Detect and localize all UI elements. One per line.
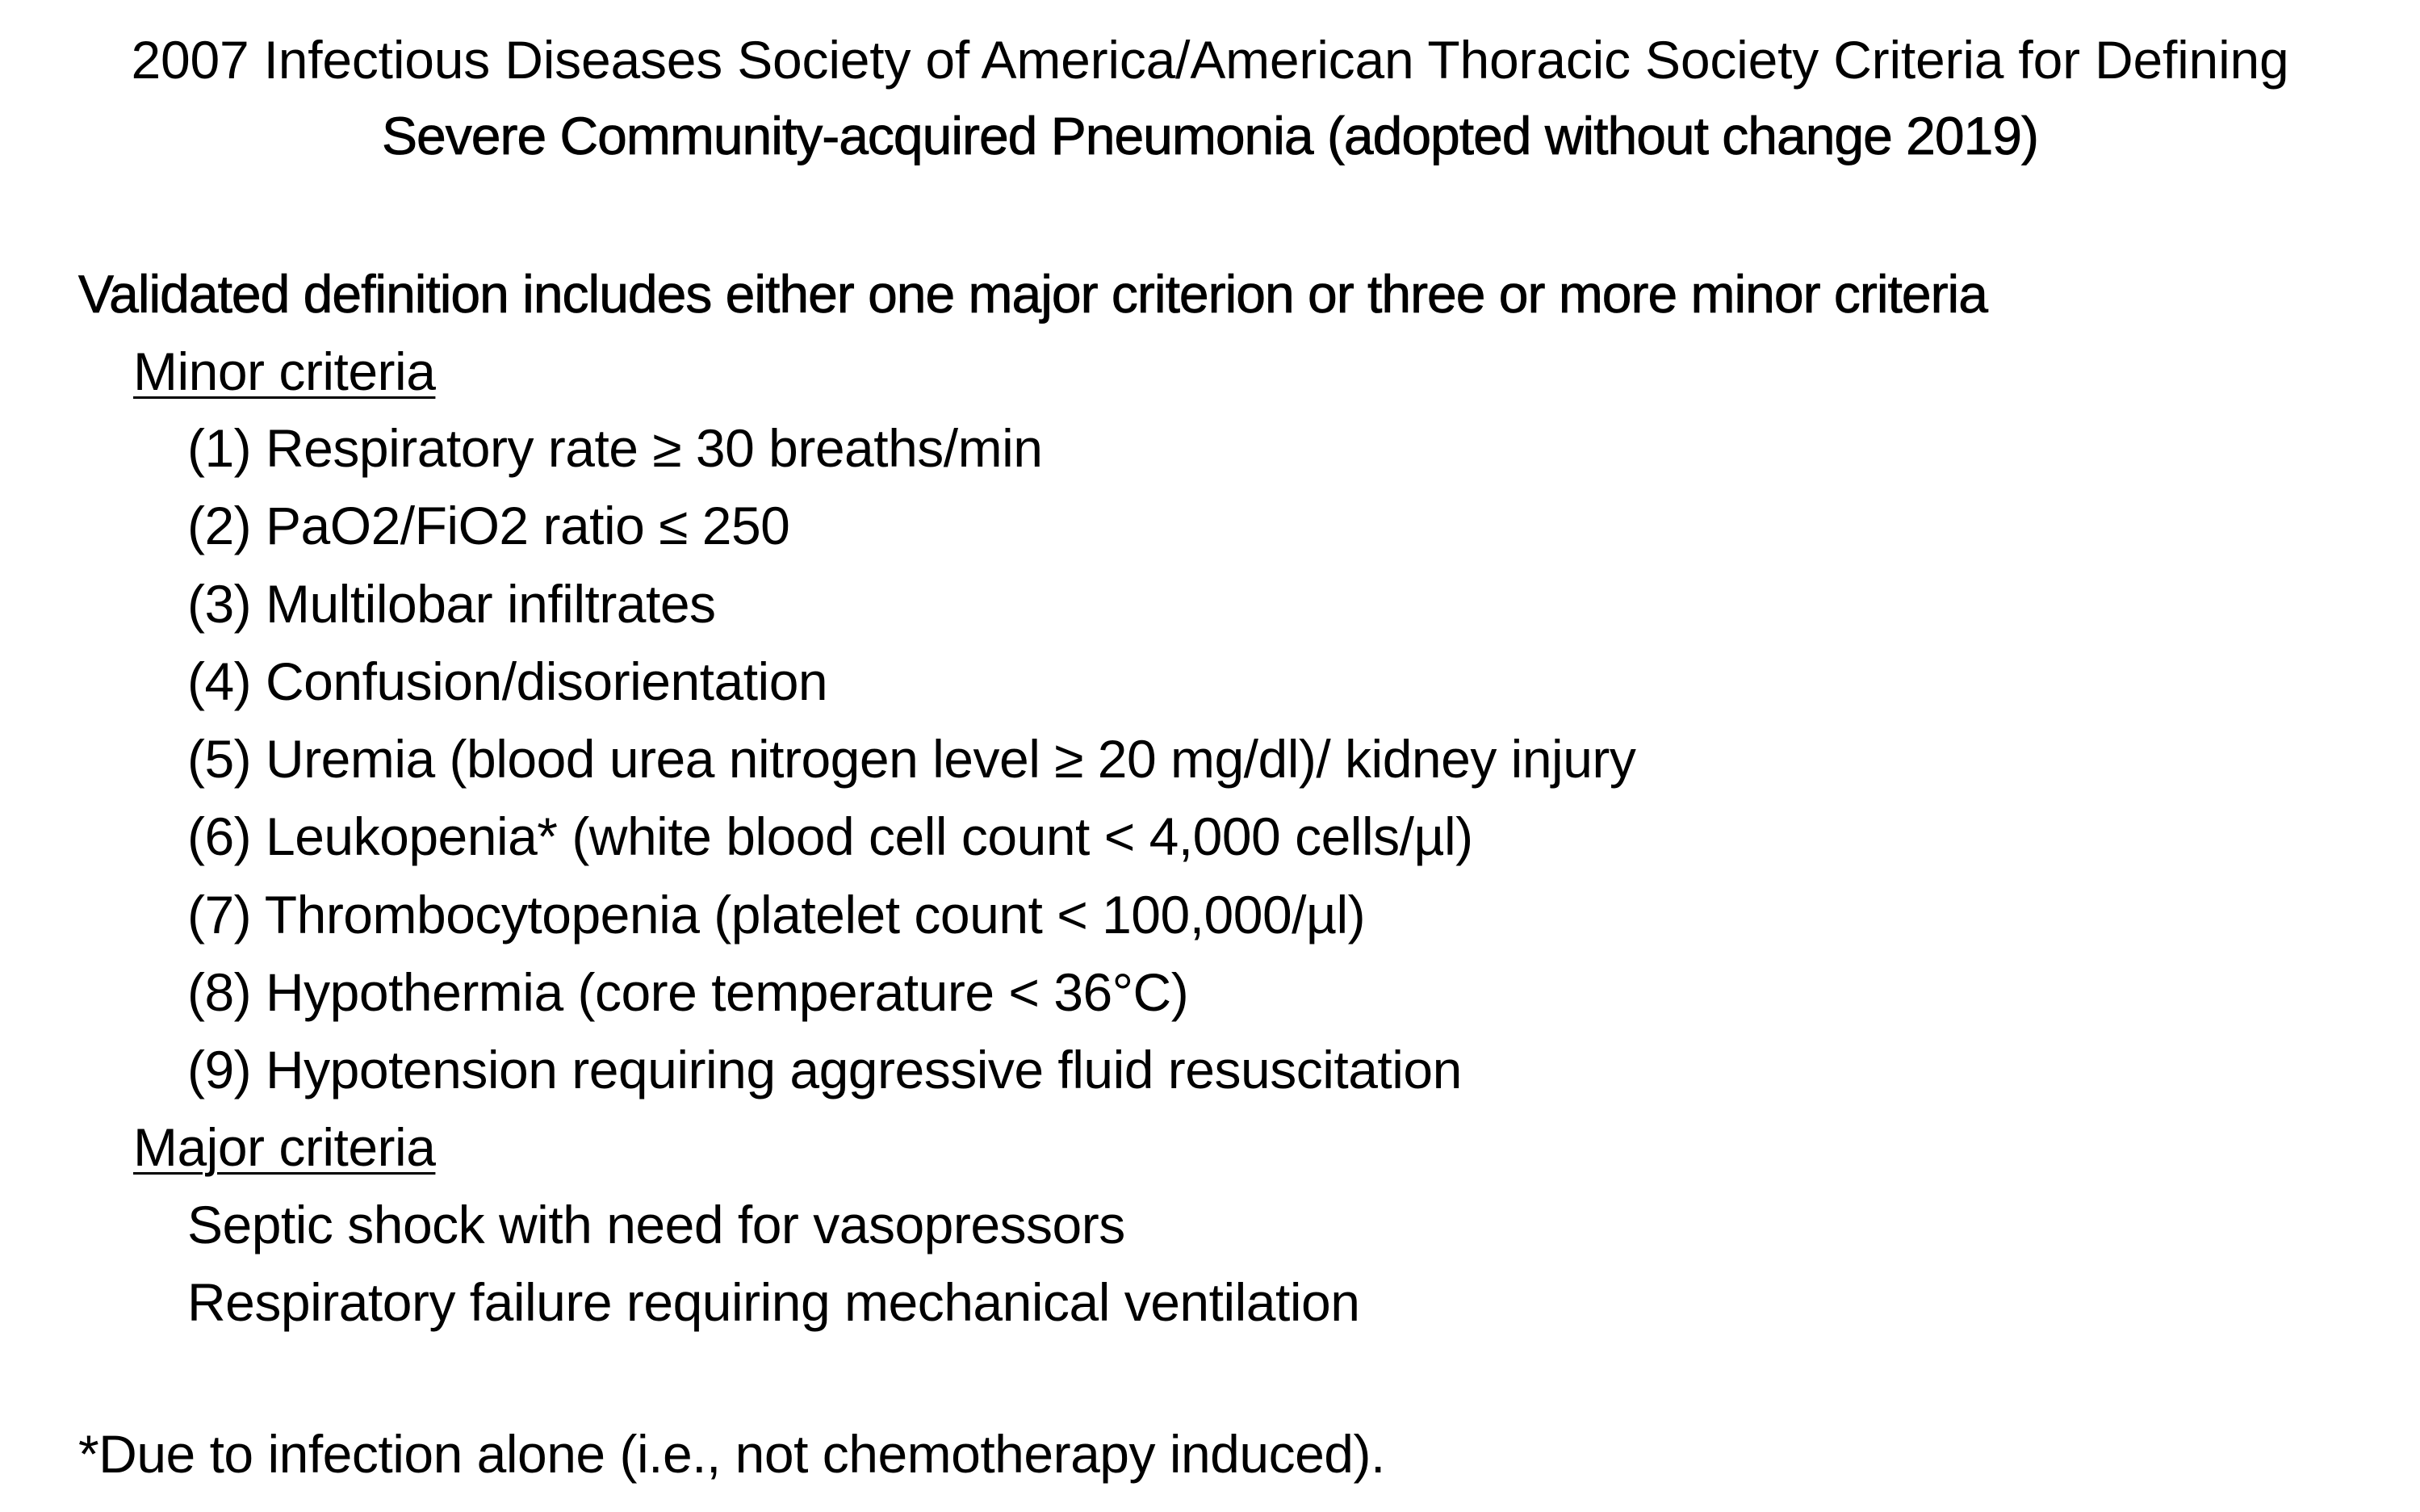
title-line-1: 2007 Infectious Diseases Society of America/American Thoracic Society Criteria for Defining — [131, 30, 2289, 90]
minor-criterion-6: (6) Leukopenia* (white blood cell count < 4,000 cells/µl) — [187, 806, 1473, 866]
minor-criteria-heading: Minor criteria — [133, 341, 436, 401]
validated-definition: Validated definition includes either one major criterion or three or more minor criteria — [78, 264, 1987, 324]
major-criterion-2: Respiratory failure requiring mechanical ventilation — [187, 1272, 1360, 1332]
major-criterion-1: Septic shock with need for vasopressors — [187, 1195, 1125, 1254]
minor-criterion-2: (2) PaO2/FiO2 ratio ≤ 250 — [187, 496, 790, 555]
minor-criterion-3: (3) Multilobar infiltrates — [187, 574, 716, 634]
minor-criterion-7: (7) Thrombocytopenia (platelet count < 100,000/µl) — [187, 885, 1366, 944]
minor-criterion-9: (9) Hypotension requiring aggressive fluid resuscitation — [187, 1040, 1462, 1099]
footnote: *Due to infection alone (i.e., not chemotherapy induced). — [78, 1424, 1385, 1484]
minor-criterion-4: (4) Confusion/disorientation — [187, 651, 828, 711]
minor-criterion-5: (5) Uremia (blood urea nitrogen level ≥ 20 mg/dl)/ kidney injury — [187, 729, 1636, 789]
major-criteria-heading: Major criteria — [133, 1117, 436, 1177]
minor-criterion-8: (8) Hypothermia (core temperature < 36°C) — [187, 962, 1189, 1022]
title-line-2: Severe Community-acquired Pneumonia (adopted without change 2019) — [382, 106, 2038, 165]
minor-criterion-1: (1) Respiratory rate ≥ 30 breaths/min — [187, 418, 1043, 478]
